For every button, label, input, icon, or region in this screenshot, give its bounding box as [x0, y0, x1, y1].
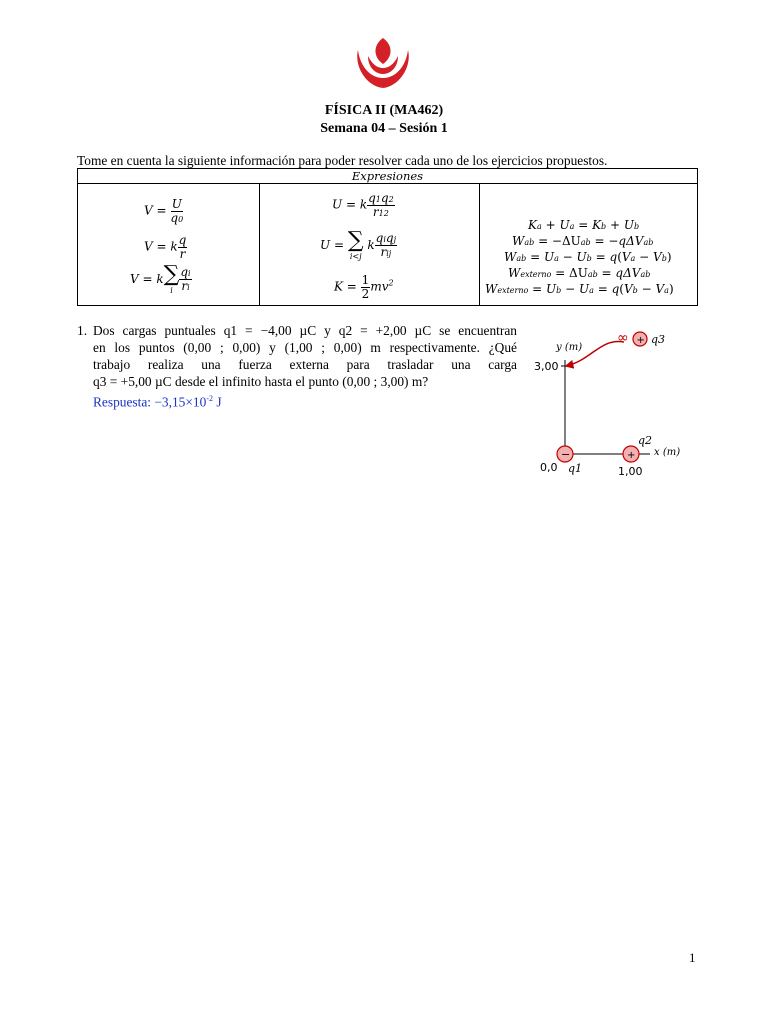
- q3-sign: +: [636, 335, 645, 346]
- energy-formulas: U = k $\frac{q1q2}{r12}$ U = ∑ i<j k $\frac{\text{qiqj}}{\text{rij}}$ K = $\frac{1}{2}$ $mv^2$: [320, 191, 397, 301]
- table-header: Expresiones: [78, 169, 698, 184]
- session-title: Semana 04 – Sesión 1: [320, 121, 448, 136]
- page-number: 1: [689, 950, 696, 965]
- q1-sign: −: [561, 448, 571, 461]
- origin-label: 0,0: [540, 461, 558, 474]
- work-formulas: Ka + Ua = Kb + Ub Wab = −ΔUab = −qΔVab Wab = Ua − Ub = q(Va − Vb) Wexterno = ΔUab = qΔVab Wexterno = Ub − Ua = q(Vb − Va): [485, 218, 674, 296]
- expressions-table: [77, 168, 698, 306]
- university-logo: [352, 36, 414, 90]
- course-title: FÍSICA II (MA462): [324, 103, 444, 118]
- potential-formulas: V = $\frac{U}{q0}$ V = k $\frac{q}{r}$ V = k ∑ i $\frac{qi}{ri}$: [130, 197, 191, 295]
- answer-label: Respuesta:: [93, 394, 152, 410]
- problem-number: 1.: [77, 323, 88, 338]
- q2-label: q2: [638, 434, 653, 447]
- x-tick-label: 1,00: [618, 465, 643, 478]
- q1-label: q1: [568, 462, 583, 475]
- charge-diagram: [520, 320, 720, 490]
- y-axis-label: y (m): [556, 342, 583, 353]
- y-tick-label: 3,00: [534, 360, 559, 373]
- intro-text: Tome en cuenta la siguiente información para poder resolver cada uno de los ejercicios propuestos.: [77, 153, 608, 168]
- problem-line: en los puntos (0,00 ; 0,00) y (1,00 ; 0,00) m respectivamente. ¿Qué: [93, 340, 517, 355]
- answer-unit: J: [212, 394, 222, 410]
- problem-line: q3 = +5,00 µC desde el infinito hasta el punto (0,00 ; 3,00) m?: [93, 374, 429, 389]
- q3-label: q3: [651, 333, 666, 346]
- q2-sign: +: [627, 450, 636, 461]
- infinity-symbol: ∞: [617, 330, 629, 346]
- x-axis-label: x (m): [654, 447, 681, 458]
- answer-value: −3,15×10: [154, 394, 207, 410]
- answer: [93, 390, 517, 410]
- answer-exponent: -2: [206, 394, 213, 403]
- problem-line: Dos cargas puntuales q1 = −4,00 µC y q2 = +2,00 µC se encuentran: [93, 323, 517, 338]
- problem-1: [77, 322, 517, 410]
- problem-line: trabajo realiza una fuerza externa para trasladar una carga: [93, 357, 517, 372]
